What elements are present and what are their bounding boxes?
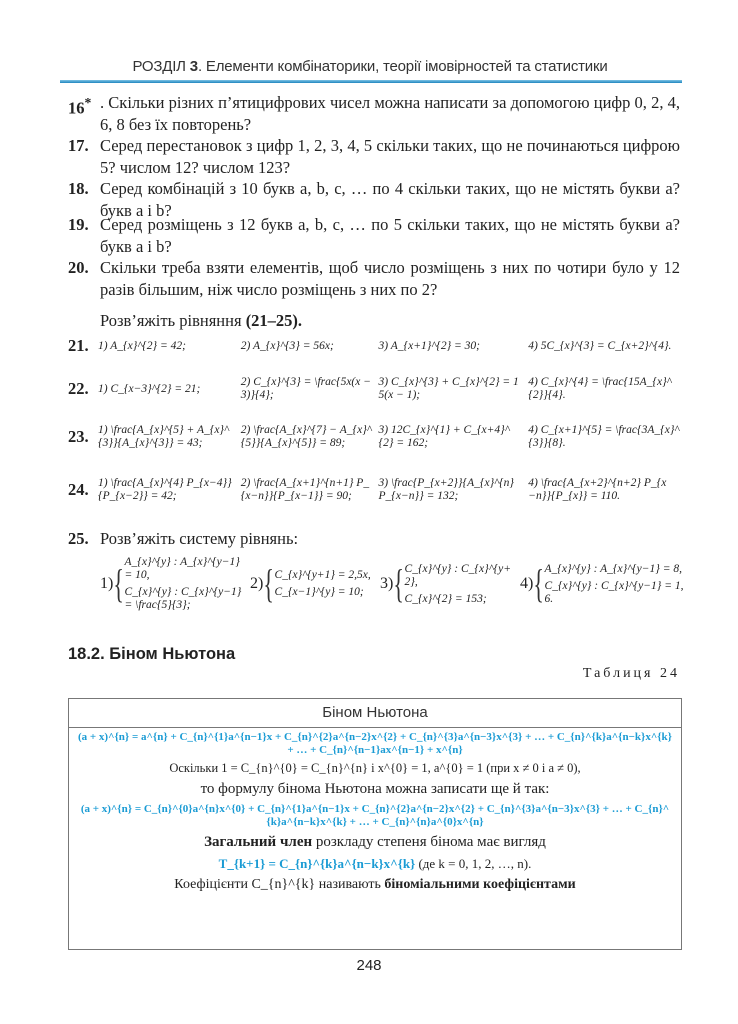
system-item [380,563,520,606]
chapter-title: . Елементи комбінаторики, теорії імовірностей та статистики [197,58,608,75]
equation-item: 1) \frac{A_{x}^{5} + A_{x}^{3}}{A_{x}^{3}} = 43; [98,424,229,449]
general-term-text: розкладу степеня бінома має вигляд [312,834,546,850]
page-number: 248 [356,957,382,974]
system-label: 3) [380,575,394,592]
term-note: (де k = 0, 1, 2, …, n). [415,856,532,871]
general-term-bold: Загальний член [204,834,313,850]
problem-number: 21. [68,336,89,355]
equation-item: 1) \frac{A_{x}^{4} P_{x−4}}{P_{x−2}} = 42; [98,477,232,502]
equation-item: 3) C_{x}^{3} + C_{x}^{2} = 15(x − 1); [378,376,519,401]
system-equation: A_{x}^{y} : A_{x}^{y−1} = 10, [124,556,240,581]
binomial-formula-alt: (a + x)^{n} = C_{n}^{0}a^{n}x^{0} + C_{n}^{1}a^{n−1}x + C_{n}^{2}a^{n−2}x^{2} + C_{n}^{3}a^{n−3}x^{3} + … + C_{n}^{k}a^{n−k}x^{k} + … + C_{n}^{n}a^{0}x^{n} [80,803,670,828]
chapter-header [60,58,680,75]
problem-text: Розв’яжіть систему рівнянь: [100,529,299,548]
brace-icon: { [113,561,125,606]
general-term-formula: T_{k+1} = C_{n}^{k}a^{n−k}x^{k} [218,856,416,871]
problem-number: 23. [68,427,89,446]
problem-19 [68,214,680,257]
equation-row-24 [68,477,688,503]
difficulty-mark: * [84,95,92,110]
equation-item: 4) C_{x}^{4} = \frac{15A_{x}^{2}}{4}. [528,376,672,401]
problem-number: 16 [68,98,85,118]
system-equation: C_{x}^{y} : C_{x}^{y+2}, [404,562,512,588]
brace-icon: { [263,561,275,606]
brace-icon: { [393,561,405,606]
system-equation: C_{x}^{y+1} = 2,5x, [274,569,371,581]
equation-row-21 [68,336,688,356]
problem-number: 24. [68,480,89,499]
equation-row-23 [68,424,688,450]
equation-item: 4) 5C_{x}^{3} = C_{x+2}^{4}. [528,339,672,352]
problem-text: Серед перестановок з цифр 1, 2, 3, 4, 5 скільки таких, що не починаються цифрою 5? числом 12? числом 123? [100,136,680,177]
equation-item: 2) \frac{A_{x+1}^{n+1} P_{x−n}}{P_{x−1}} = 90; [240,477,370,502]
systems-row [100,556,690,612]
system-label: 2) [250,575,264,592]
header-rule [60,80,682,83]
chapter-prefix: РОЗДІЛ [132,58,186,75]
system-equation: C_{x}^{y} : C_{x}^{y−1} = 1,6. [544,579,684,605]
system-item [520,563,690,606]
problem-number: 18. [68,179,89,198]
problem-number: 19. [68,215,89,234]
coef-text: Коефіцієнти C_{n}^{k} називають [174,877,385,892]
problem-25 [68,528,680,550]
system-item [100,556,250,612]
problem-16 [68,92,680,135]
equation-item: 2) \frac{A_{x}^{7} − A_{x}^{5}}{A_{x}^{5}} = 89; [240,424,372,449]
system-label: 4) [520,575,534,592]
chapter-number: 3 [189,58,198,75]
equations-lead [100,311,302,331]
equation-item: 3) 12C_{x}^{1} + C_{x+4}^{2} = 162; [378,424,510,449]
system-equation: A_{x}^{y} : A_{x}^{y−1} = 8, [544,562,683,575]
problem-number: 20. [68,258,89,277]
equation-item: 3) A_{x+1}^{2} = 30; [378,339,481,352]
system-equation: C_{x}^{y} : C_{x}^{y−1} = \frac{5}{3}; [124,586,242,611]
coef-bold: біноміальними коефіцієнтами [384,877,576,892]
table-caption: Таблиця 24 [582,666,680,681]
equation-row-22 [68,376,688,402]
problem-20 [68,257,680,300]
problem-17 [68,135,680,178]
equation-item: 4) C_{x+1}^{5} = \frac{3A_{x}^{3}}{8}. [528,424,680,449]
binomial-formula: (a + x)^{n} = a^{n} + C_{n}^{1}a^{n−1}x + C_{n}^{2}a^{n−2}x^{2} + C_{n}^{3}a^{n−3}x^{3} + … + C_{n}^{k}a^{n−k}x^{k} + … + C_{n}^{n−1}ax^{n−1} + x^{n} [77,731,673,756]
section-title: 18.2. Біном Ньютона [68,645,236,663]
general-term-line [69,832,681,853]
since-line: Оскільки 1 = C_{n}^{0} = C_{n}^{n} і x^{0} = 1, a^{0} = 1 (при x ≠ 0 і a ≠ 0), [169,761,581,775]
problem-text: Скільки треба взяти елементів, щоб число розміщень з них по чотири було у 12 разів більшим, ніж число розміщень з них по 2? [100,258,680,299]
system-equation: C_{x−1}^{y} = 10; [274,586,364,598]
equation-item: 2) C_{x}^{3} = \frac{5x(x − 3)}{4}; [240,376,371,401]
equation-item: 4) \frac{A_{x+2}^{n+2} P_{x−n}}{P_{x}} = 110. [528,477,667,502]
then-line: то формулу бінома Ньютона можна записати ще й так: [200,781,550,797]
system-equation: C_{x}^{2} = 153; [404,592,487,605]
problem-number: 17. [68,136,89,155]
equation-item: 3) \frac{P_{x+2}}{A_{x}^{n} P_{x−n}} = 132; [378,477,514,502]
lead-text: Розв’яжіть рівняння [100,311,246,330]
coefficients-line [69,874,681,895]
lead-range: (21–25). [245,311,303,330]
problem-number: 22. [68,379,89,398]
problem-text: Серед комбінацій з 10 букв a, b, c, … по 4 скільки таких, що не містять букви a? букв a і b? [100,179,680,220]
equation-item: 2) A_{x}^{3} = 56x; [240,339,334,352]
problem-number: 25. [68,529,89,548]
binomial-table [68,698,682,950]
system-item [250,561,380,606]
table-title: Біном Ньютона [69,699,681,728]
problem-text: . Скільки різних п’ятицифрових чисел можна написати за допомогою цифр 0, 2, 4, 6, 8 без їх повторень? [100,93,680,134]
term-line [69,853,681,874]
equation-item: 1) A_{x}^{2} = 42; [98,339,186,352]
brace-icon: { [533,561,545,606]
system-label: 1) [100,575,114,592]
equation-item: 1) C_{x−3}^{2} = 21; [98,382,201,395]
problem-text: Серед розміщень з 12 букв a, b, c, … по 5 скільки таких, що не містять букви a? букв a і b? [100,215,680,256]
